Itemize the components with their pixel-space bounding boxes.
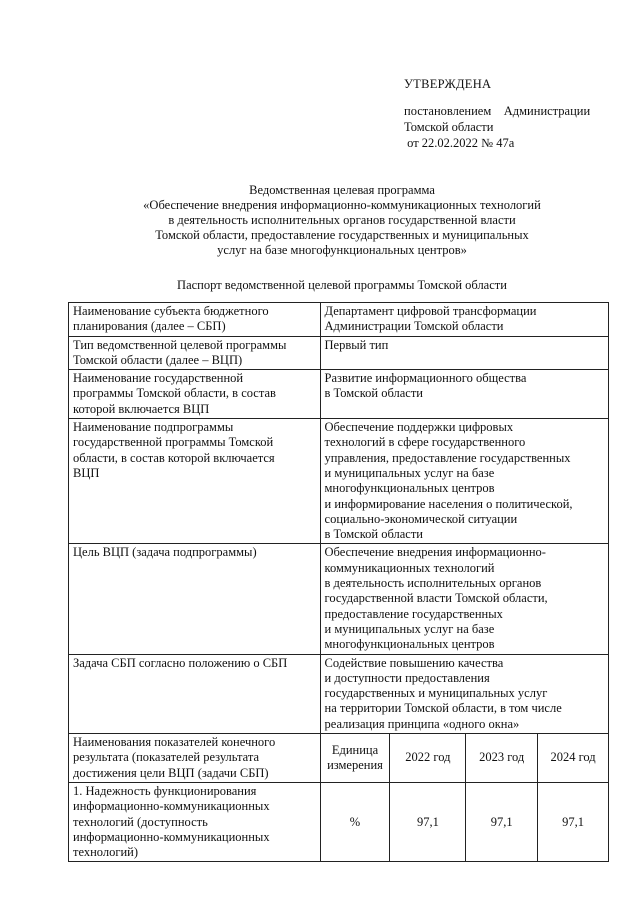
text-line: Обеспечение поддержки цифровых [324,420,514,435]
indicators-header-row [69,734,609,783]
text-line: Содействие повышению качества [324,655,504,670]
heading-line: Томской области, предоставление государственных и муниципальных [155,228,529,242]
text-line: Единица [331,742,379,757]
text-line: технологий (доступность [73,814,208,829]
text-line: ВЦП [73,465,100,480]
text-line: технологий в сфере государственного [324,435,526,450]
text-line: и муниципальных услуг на базе [324,621,495,636]
text-line: которой включается ВЦП [73,401,210,416]
text-line: Тип ведомственной целевой программы [73,337,287,352]
text-line: управления, предоставление государственных [324,450,571,465]
indicators-header-label [69,734,321,783]
text-line: области, в состав которой включается [73,450,275,465]
unit-header [320,734,390,783]
text-line: государственной власти Томской области, [324,591,548,606]
text-line: информационно-коммуникационных [73,799,270,814]
text-line: реализация принципа «одного окна» [324,716,520,731]
program-heading [70,183,614,258]
row-label [69,303,321,337]
heading-line: в деятельность исполнительных органов государственной власти [168,213,516,227]
text-line: коммуникационных технологий [324,560,495,575]
heading-line: Ведомственная целевая программа [249,183,435,197]
text-line: Наименования показателей конечного [73,735,276,750]
text-line: социально-экономической ситуации [324,511,518,526]
text-line: результата (показателей результата [73,750,260,765]
row-label [69,419,321,544]
indicator-value: 97,1 [466,782,538,861]
text-line: Первый тип [324,337,389,352]
text-line: в Томской области [324,527,423,542]
indicator-value: 97,1 [538,782,609,861]
text-line: в Томской области [324,386,423,401]
text-line: Наименование подпрограммы [73,420,234,435]
text-line: информационно-коммуникационных [73,829,270,844]
text-line: многофункциональных центров [324,481,495,496]
table-row [69,370,609,419]
indicator-row [69,782,609,861]
text-line: и муниципальных услуг на базе [324,465,495,480]
approval-line: постановлением Администрации [404,104,591,118]
passport-title: Паспорт ведомственной целевой программы Томской области [177,278,507,292]
text-line: измерения [327,757,383,772]
heading-line: услуг на базе многофункциональных центров» [217,243,467,257]
approval-line: от 22.02.2022 № 47а [404,136,515,150]
text-line: технологий) [73,845,139,860]
text-line: в деятельность исполнительных органов [324,576,542,591]
row-label [69,336,321,370]
text-line: достижения цели ВЦП (задачи СБП) [73,765,269,780]
year-header: 2024 год [538,734,609,783]
text-line: Задача СБП согласно положению о СБП [73,655,288,670]
row-value [320,544,608,654]
text-line: предоставление государственных [324,606,503,621]
text-line: Наименование субъекта бюджетного [73,304,269,318]
year-header: 2023 год [466,734,538,783]
table-row [69,654,609,733]
indicator-value: 97,1 [390,782,466,861]
text-line: государственных и муниципальных услуг [324,686,548,701]
text-line: Развитие информационного общества [324,371,527,386]
text-line: Департамент цифровой трансформации [324,304,537,318]
row-value [320,336,608,370]
table-row [69,336,609,370]
text-line: Администрации Томской области [324,319,504,334]
text-line: программы Томской области, в состав [73,386,276,401]
row-value [320,370,608,419]
approval-block [404,76,590,151]
year-header: 2022 год [390,734,466,783]
indicator-unit: % [320,782,390,861]
indicator-name [69,782,321,861]
row-label [69,370,321,419]
text-line: Томской области (далее – ВЦП) [73,352,243,367]
table-row [69,419,609,544]
row-value [320,654,608,733]
text-line: и доступности предоставления [324,670,490,685]
text-line: многофункциональных центров [324,637,495,652]
approval-line: Томской области [404,120,494,134]
passport-table [68,302,609,862]
row-value [320,303,608,337]
text-line: планирования (далее – СБП) [73,319,226,334]
row-label [69,654,321,733]
row-label [69,544,321,654]
text-line: и информирование населения о политической, [324,496,573,511]
text-line: 1. Надежность функционирования [73,783,257,798]
row-value [320,419,608,544]
approval-title: УТВЕРЖДЕНА [404,77,492,91]
text-line: на территории Томской области, в том числе [324,701,562,716]
text-line: государственной программы Томской [73,435,274,450]
text-line: Наименование государственной [73,371,244,386]
text-line: Обеспечение внедрения информационно- [324,545,546,560]
table-row [69,303,609,337]
table-row [69,544,609,654]
text-line: Цель ВЦП (задача подпрограммы) [73,545,257,560]
heading-line: «Обеспечение внедрения информационно-коммуникационных технологий [143,198,541,212]
